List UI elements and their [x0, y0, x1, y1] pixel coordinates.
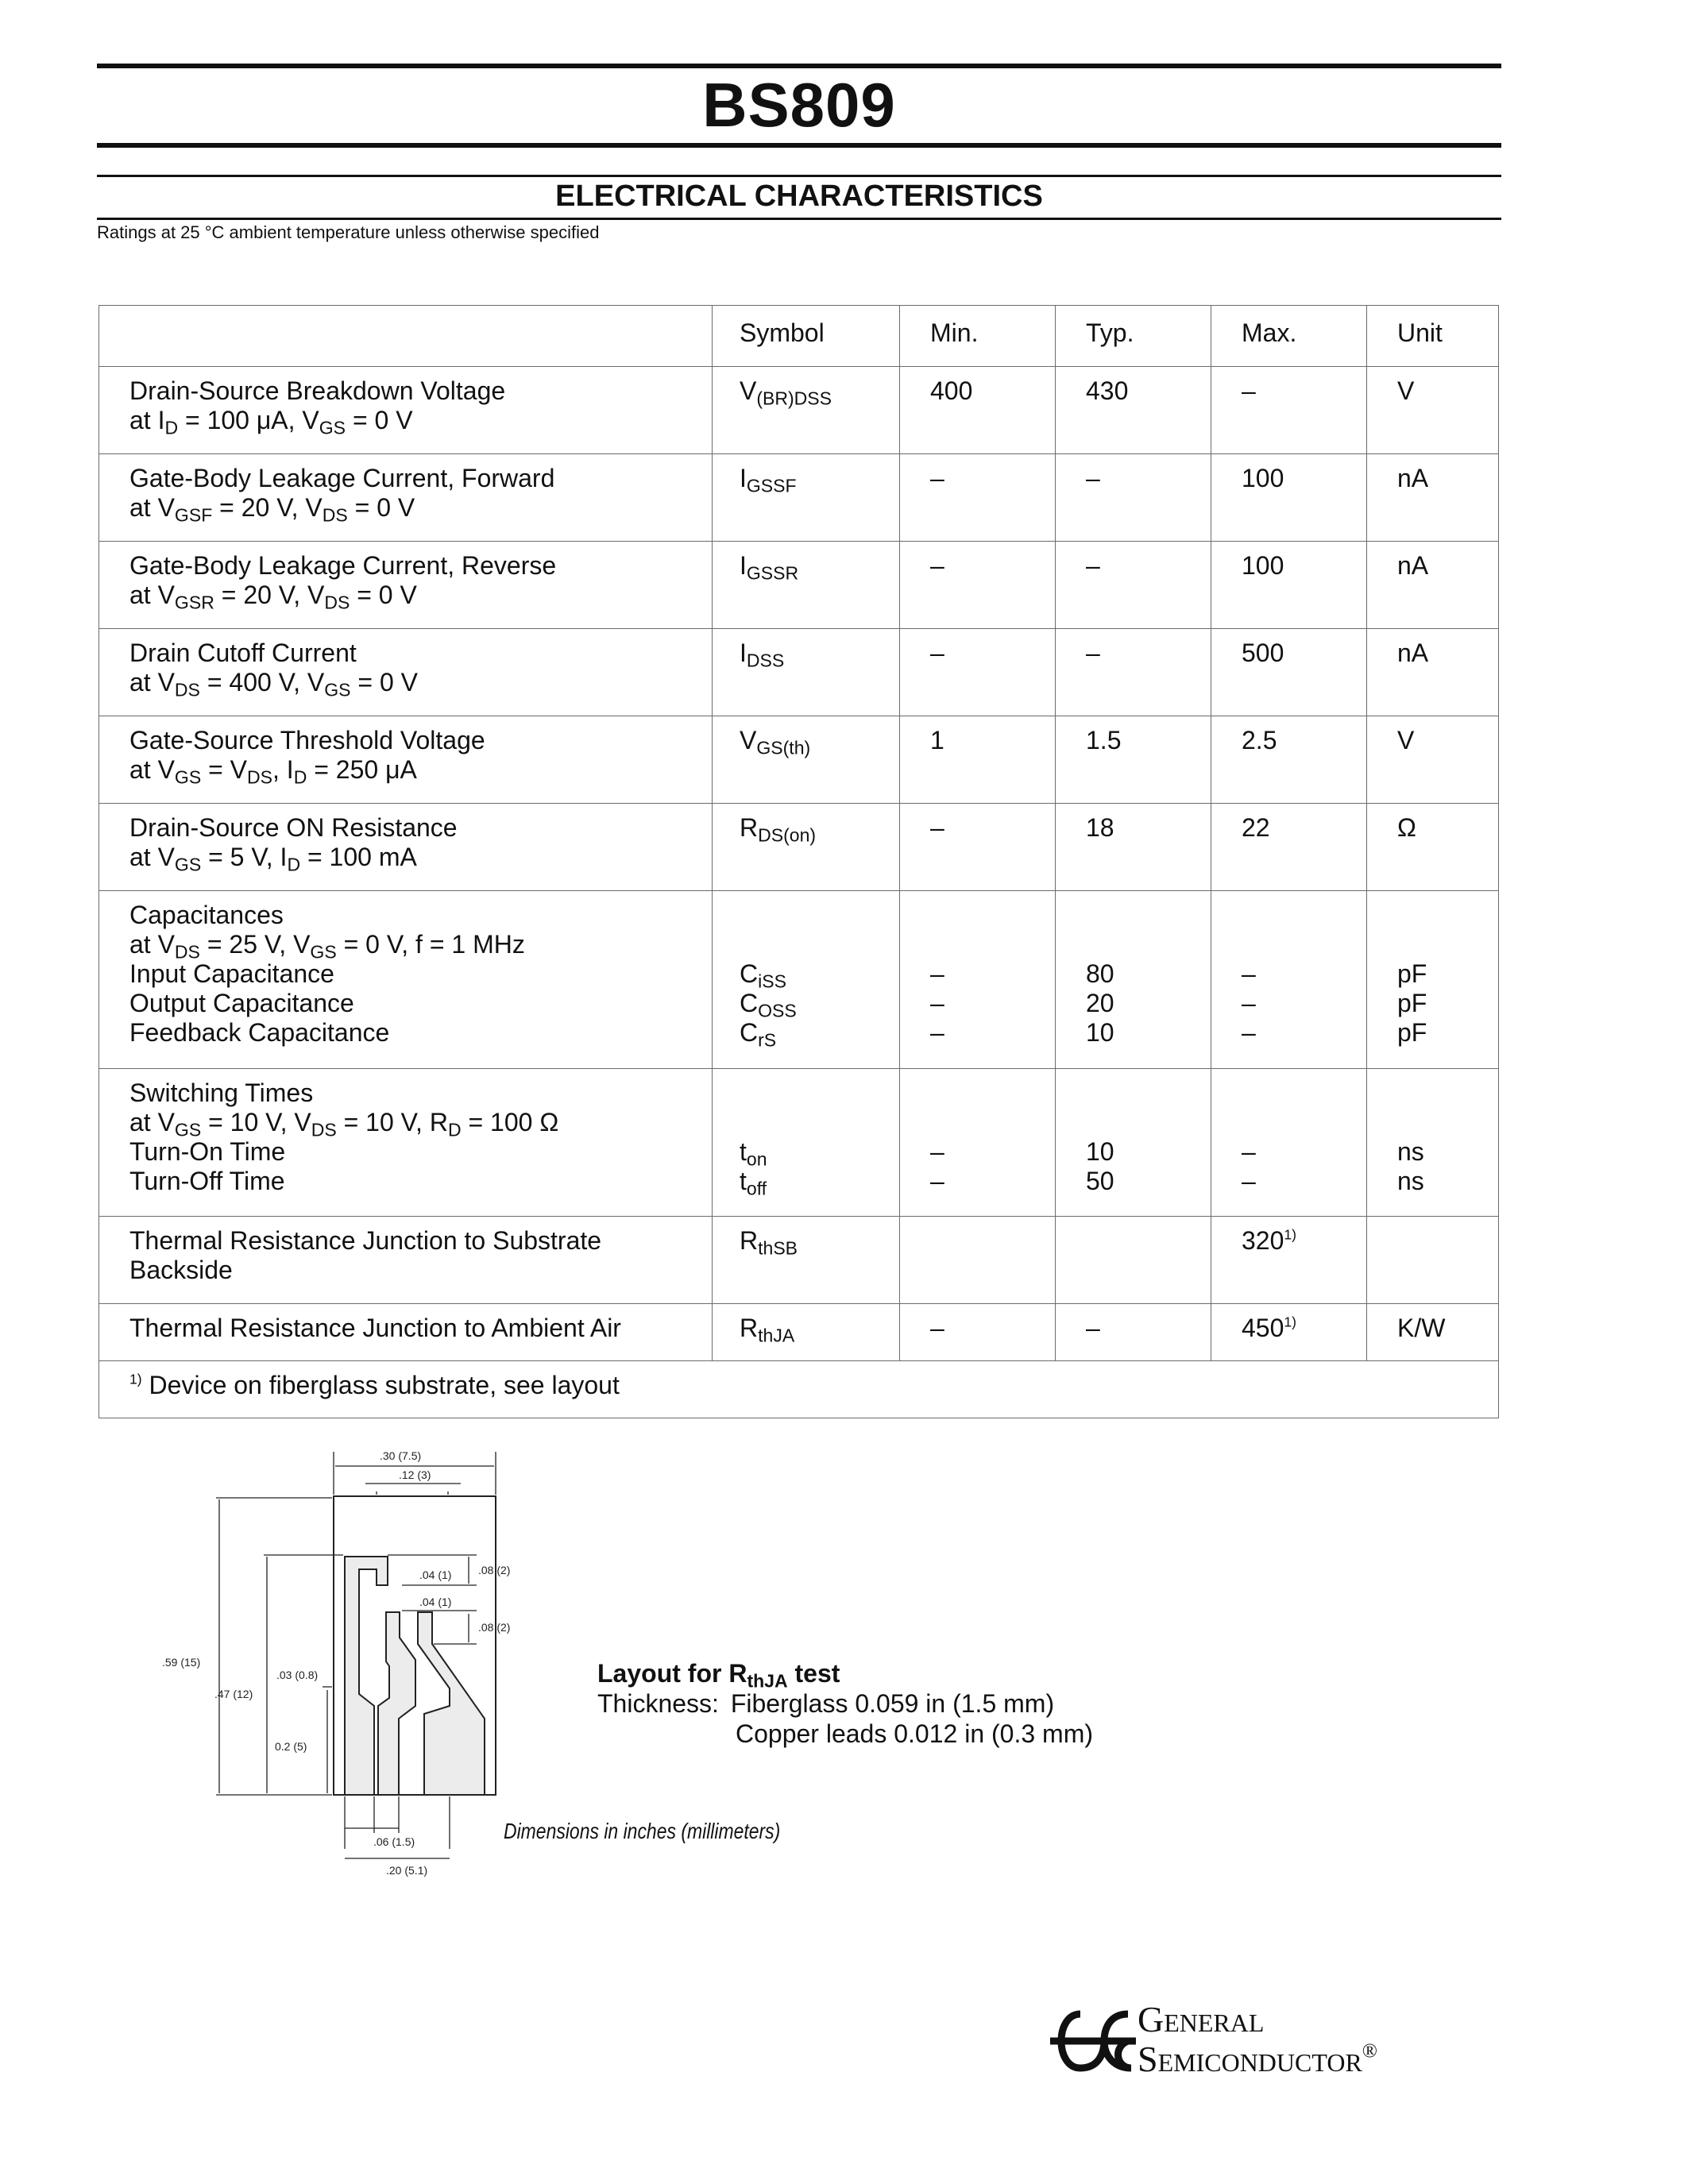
table-row [99, 1304, 1499, 1361]
unit-cell: V [1367, 716, 1499, 804]
min-cell: 1 [900, 716, 1056, 804]
typ-cell: 80 20 10 [1056, 891, 1211, 1069]
layout-drawing [151, 1436, 596, 1881]
param-name: Thermal Resistance Junction to Substrate [129, 1226, 602, 1255]
table-row-switching [99, 1069, 1499, 1217]
header-min: Min. [900, 306, 1056, 367]
max-cell: 22 [1211, 804, 1367, 891]
typ-cell: – [1056, 454, 1211, 542]
symbol-cell: $t_{on}$ $t_{off}$ [713, 1069, 900, 1217]
param-cell [99, 1304, 713, 1361]
typ-cell: 1.5 [1056, 716, 1211, 804]
param-name: Drain-Source Breakdown Voltage [129, 376, 506, 405]
min-cell: 400 [900, 367, 1056, 454]
param-cell [99, 1069, 713, 1217]
param-cell [99, 716, 713, 804]
dim-lead-len: 0.2 (5) [275, 1740, 307, 1753]
symbol-cell: $V_{(BR)DSS}$ [713, 367, 900, 454]
sub-param: Input Capacitance [129, 959, 334, 988]
typ-cell: – [1056, 542, 1211, 629]
max-cell: 320$^{1)}$ [1211, 1217, 1367, 1304]
top-rule-2 [97, 143, 1501, 148]
footnote-mark: 1) [129, 1371, 142, 1387]
dim-total-width: .30 (7.5) [380, 1449, 422, 1462]
brand-line-1: General [1138, 1999, 1265, 2039]
symbol-cell: $R_{thJA}$ [713, 1304, 900, 1361]
sub-param: Feedback Capacitance [129, 1018, 390, 1047]
table-row [99, 367, 1499, 454]
unit-cell: nA [1367, 542, 1499, 629]
layout-caption [597, 1658, 1093, 1749]
param-name: Gate-Body Leakage Current, Forward [129, 464, 555, 492]
typ-cell: – [1056, 629, 1211, 716]
footnote-row [99, 1361, 1499, 1418]
typ-cell: – [1056, 1304, 1211, 1361]
footnote-ref: 1) [1284, 1314, 1297, 1330]
min-cell: – [900, 629, 1056, 716]
symbol-cell: $I_{GSSR}$ [713, 542, 900, 629]
param-name: Capacitances [129, 901, 284, 929]
dim-height-total: .59 (15) [162, 1656, 201, 1669]
param-cell [99, 891, 713, 1069]
param-cell [99, 542, 713, 629]
table-row [99, 716, 1499, 804]
min-cell: – [900, 804, 1056, 891]
unit-cell: V [1367, 367, 1499, 454]
param-name: Thermal Resistance Junction to Ambient Air [129, 1314, 621, 1342]
param-cell [99, 367, 713, 454]
max-cell: – – – [1211, 891, 1367, 1069]
table-row [99, 804, 1499, 891]
unit-cell: K/W [1367, 1304, 1499, 1361]
unit-cell: nA [1367, 629, 1499, 716]
param-condition: at $V_{GSR} = 20$ V, $V_{DS} = 0$ V [129, 581, 417, 613]
param-condition: at $V_{GS} = 5$ V, $I_D = 100$ mA [129, 843, 417, 875]
max-cell: 500 [1211, 629, 1367, 716]
table-row [99, 629, 1499, 716]
unit-cell: Ω [1367, 804, 1499, 891]
footnote [99, 1361, 1499, 1418]
param-name: Drain-Source ON Resistance [129, 813, 458, 842]
header-parameter [99, 306, 713, 367]
param-name: Gate-Body Leakage Current, Reverse [129, 551, 557, 580]
min-cell: – [900, 1304, 1056, 1361]
table-row-capacitances [99, 891, 1499, 1069]
dimensions-note: Dimensions in inches (millimeters) [504, 1819, 781, 1843]
sub-param: Turn-Off Time [129, 1167, 285, 1195]
max-cell: – – [1211, 1069, 1367, 1217]
dim-inner-width: .12 (3) [399, 1468, 431, 1481]
typ-cell: 10 50 [1056, 1069, 1211, 1217]
max-cell: 450$^{1)}$ [1211, 1304, 1367, 1361]
param-name-cont: Backside [129, 1256, 233, 1284]
param-condition: at $V_{GS} = V_{DS}$, $I_D = 250$ μA [129, 755, 417, 788]
param-condition: at $V_{DS} = 25$ V, $V_{GS} = 0$ V, f = 1 MHz [129, 930, 525, 963]
max-cell: – [1211, 367, 1367, 454]
copper-spec: Copper leads 0.012 in (0.3 mm) [736, 1719, 1093, 1748]
param-condition: at $V_{DS} = 400$ V, $V_{GS} = 0$ V [129, 668, 418, 700]
ratings-note: Ratings at 25 °C ambient temperature unless otherwise specified [97, 222, 600, 242]
brand-line-2: Semiconductor® [1138, 2039, 1378, 2079]
symbol-cell: $R_{thSB}$ [713, 1217, 900, 1304]
symbol-cell: $V_{GS(th)}$ [713, 716, 900, 804]
layout-thickness [597, 1688, 1093, 1719]
typ-cell: 430 [1056, 367, 1211, 454]
max-cell: 2.5 [1211, 716, 1367, 804]
unit-cell [1367, 1217, 1499, 1304]
layout-caption-title: Layout for $R_{thJA}$ test [597, 1659, 840, 1692]
param-condition: at $V_{GS} = 10$ V, $V_{DS} = 10$ V, $R_D = 100$ Ω [129, 1108, 559, 1140]
min-cell: – [900, 542, 1056, 629]
symbol-cell: $I_{GSSF}$ [713, 454, 900, 542]
table-header-row [99, 306, 1499, 367]
header-symbol: Symbol [713, 306, 900, 367]
unit-cell: ns ns [1367, 1069, 1499, 1217]
table-row [99, 1217, 1499, 1304]
sub-param: Output Capacitance [129, 989, 354, 1017]
dim-span: .20 (5.1) [386, 1864, 428, 1877]
min-cell: – – – [900, 891, 1056, 1069]
section-rule-2 [97, 218, 1501, 220]
dim-pitch: .06 (1.5) [373, 1835, 415, 1848]
electrical-characteristics-table [98, 305, 1499, 1418]
typ-cell [1056, 1217, 1211, 1304]
max-cell: 100 [1211, 542, 1367, 629]
footnote-text: Device on fiberglass substrate, see layout [149, 1371, 620, 1399]
unit-cell: nA [1367, 454, 1499, 542]
dim-gap-a: .04 (1) [419, 1569, 452, 1581]
footnote-ref: 1) [1284, 1226, 1297, 1243]
thickness-label: Thickness: [597, 1689, 719, 1718]
table-row [99, 542, 1499, 629]
unit-cell: pF pF pF [1367, 891, 1499, 1069]
min-cell: – – [900, 1069, 1056, 1217]
param-cell [99, 1217, 713, 1304]
header-unit: Unit [1367, 306, 1499, 367]
sub-param: Turn-On Time [129, 1137, 286, 1166]
param-condition: at $I_D = 100$ μA, $V_{GS} = 0$ V [129, 406, 413, 438]
param-condition: at $V_{GSF} = 20$ V, $V_{DS} = 0$ V [129, 493, 415, 526]
dim-height-pads: .47 (12) [214, 1688, 253, 1700]
dim-pad-offset: .03 (0.8) [276, 1669, 319, 1681]
min-cell [900, 1217, 1056, 1304]
typ-cell: 18 [1056, 804, 1211, 891]
lead-right [418, 1612, 485, 1795]
param-name: Drain Cutoff Current [129, 639, 357, 667]
param-cell [99, 454, 713, 542]
dim-lead-a: .08 (2) [478, 1564, 511, 1576]
dim-gap-b: .04 (1) [419, 1596, 452, 1608]
registered-mark: ® [1362, 2039, 1378, 2062]
dim-lead-b: .08 (2) [478, 1621, 511, 1634]
fiberglass-spec: Fiberglass 0.059 in (1.5 mm) [730, 1689, 1055, 1718]
param-cell [99, 804, 713, 891]
param-cell [99, 629, 713, 716]
header-max: Max. [1211, 306, 1367, 367]
table-row [99, 454, 1499, 542]
header-typ: Typ. [1056, 306, 1211, 367]
lead-center [378, 1612, 415, 1795]
symbol-cell: $R_{DS(on)}$ [713, 804, 900, 891]
param-name: Switching Times [129, 1078, 314, 1107]
min-cell: – [900, 454, 1056, 542]
param-name: Gate-Source Threshold Voltage [129, 726, 485, 754]
page-title: BS809 [702, 70, 896, 140]
section-title: ELECTRICAL CHARACTERISTICS [555, 179, 1043, 213]
symbol-cell: $C_{iSS}$ $C_{OSS}$ $C_{rS}$ [713, 891, 900, 1069]
symbol-cell: $I_{DSS}$ [713, 629, 900, 716]
max-cell: 100 [1211, 454, 1367, 542]
